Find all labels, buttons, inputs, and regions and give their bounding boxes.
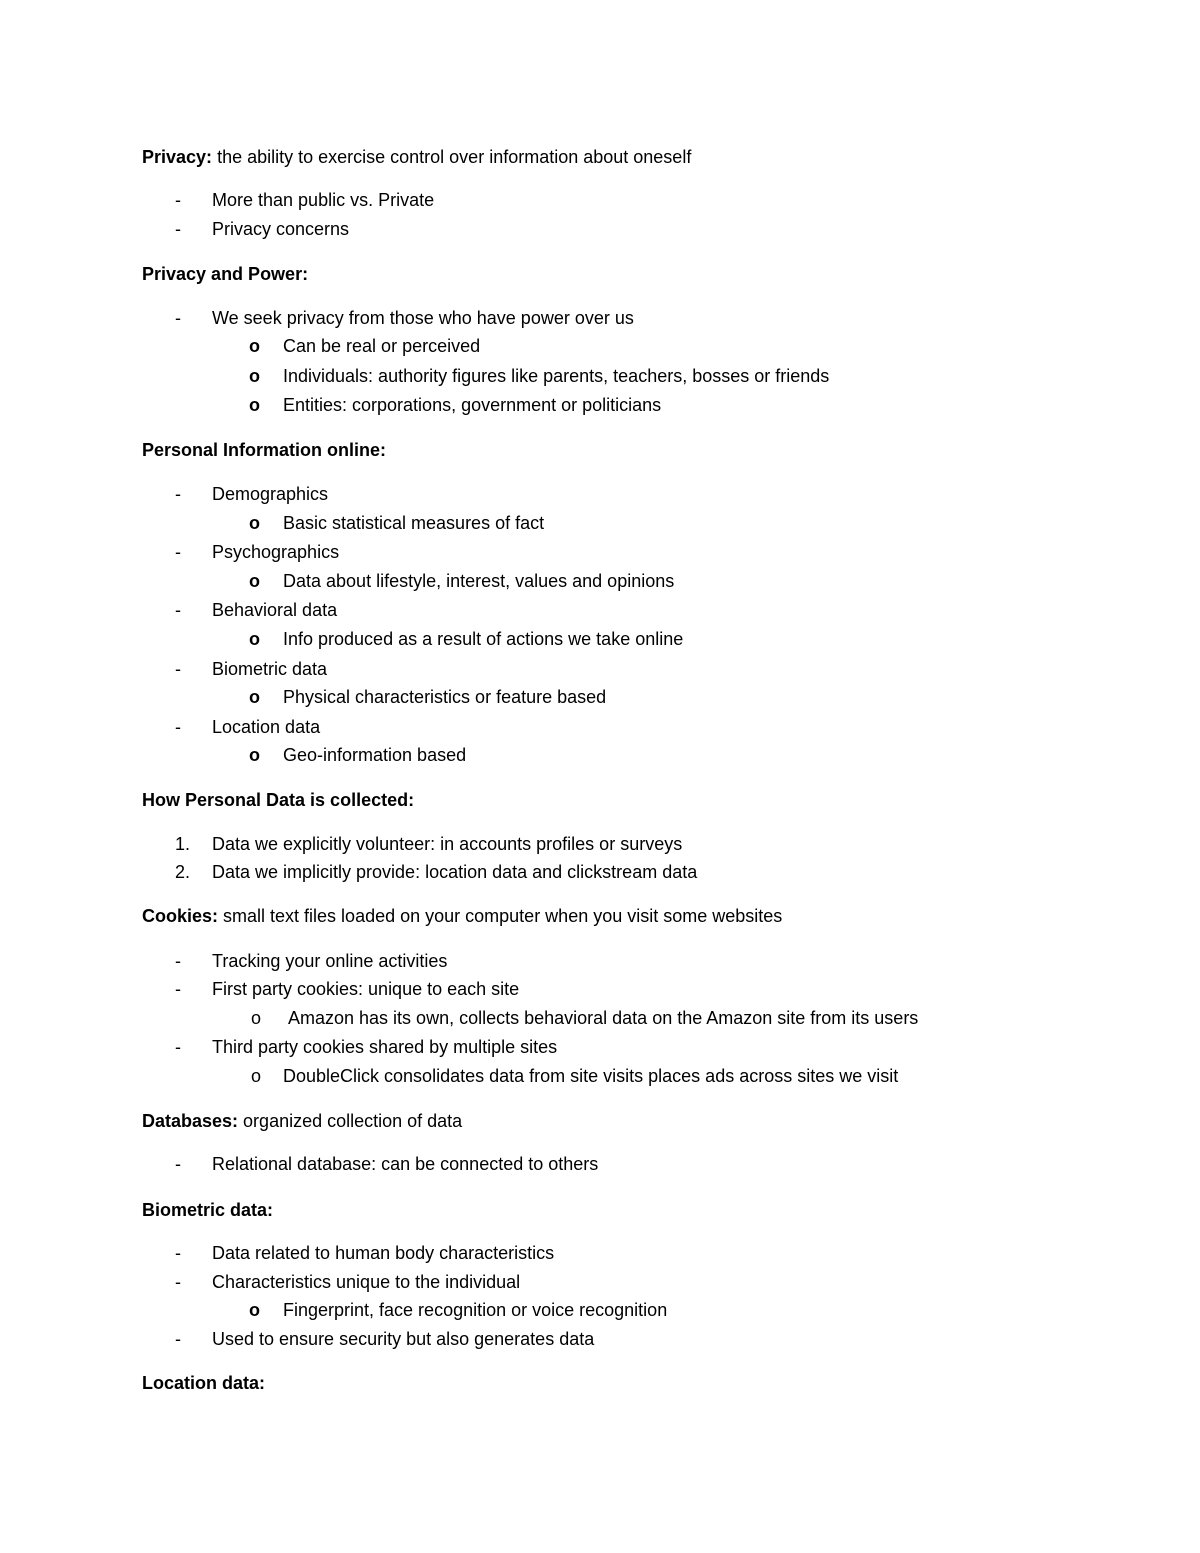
bullet-marker: o	[249, 571, 260, 591]
number-marker: 1.	[175, 834, 191, 854]
dash-marker: -	[175, 1243, 181, 1263]
section-heading: Personal Information online:	[142, 440, 387, 460]
databases-def-text: organized collection of data	[238, 1111, 463, 1131]
bullet-marker: o	[249, 336, 260, 356]
section-heading: Location data:	[142, 1373, 266, 1393]
list-item: Behavioral data	[212, 600, 338, 620]
bullet-marker: o	[249, 1300, 260, 1320]
numbered-item: Data we explicitly volunteer: in accounts profiles or surveys	[212, 834, 683, 854]
privacy-def-text: the ability to exercise control over information about oneself	[212, 147, 692, 167]
bullet-marker: o	[249, 687, 260, 707]
list-item: Demographics	[212, 484, 329, 504]
sub-list-item: Entities: corporations, government or politicians	[283, 395, 662, 415]
sub-list-item: Data about lifestyle, interest, values and opinions	[283, 571, 675, 591]
privacy-definition	[142, 146, 691, 168]
cookies-definition	[142, 905, 782, 927]
bullet-marker: o	[249, 395, 260, 415]
section-heading: Biometric data:	[142, 1200, 274, 1220]
dash-marker: -	[175, 659, 181, 679]
numbered-item: Data we implicitly provide: location data and clickstream data	[212, 862, 698, 882]
bullet-marker: o	[249, 513, 260, 533]
number-marker: 2.	[175, 862, 191, 882]
list-item: Psychographics	[212, 542, 340, 562]
list-item: Third party cookies shared by multiple sites	[212, 1037, 558, 1057]
bullet-marker: o	[249, 745, 260, 765]
databases-term: Databases:	[142, 1111, 239, 1131]
cookies-def-text: small text files loaded on your computer when you visit some websites	[218, 906, 783, 926]
sub-list-item: Physical characteristics or feature based	[283, 687, 607, 707]
sub-list-item: Individuals: authority figures like parents, teachers, bosses or friends	[283, 366, 830, 386]
sub-list-item: Amazon has its own, collects behavioral data on the Amazon site from its users	[288, 1008, 919, 1028]
list-item: Tracking your online activities	[212, 951, 448, 971]
list-item: Used to ensure security but also generates data	[212, 1329, 595, 1349]
dash-marker: -	[175, 219, 181, 239]
bullet-marker: o	[251, 1008, 262, 1028]
sub-list-item: Can be real or perceived	[283, 336, 481, 356]
dash-marker: -	[175, 1272, 181, 1292]
cookies-term: Cookies:	[142, 906, 219, 926]
list-item: Location data	[212, 717, 321, 737]
dash-marker: -	[175, 1329, 181, 1349]
sub-list-item: DoubleClick consolidates data from site visits places ads across sites we visit	[283, 1066, 899, 1086]
dash-marker: -	[175, 951, 181, 971]
bullet-marker: o	[249, 629, 260, 649]
section-heading: How Personal Data is collected:	[142, 790, 415, 810]
dash-marker: -	[175, 542, 181, 562]
sub-list-item: Fingerprint, face recognition or voice recognition	[283, 1300, 668, 1320]
dash-marker: -	[175, 717, 181, 737]
sub-list-item: Basic statistical measures of fact	[283, 513, 545, 533]
sub-list-item: Info produced as a result of actions we take online	[283, 629, 684, 649]
list-item: Relational database: can be connected to others	[212, 1154, 599, 1174]
list-item: More than public vs. Private	[212, 190, 435, 210]
list-item: Biometric data	[212, 659, 328, 679]
list-item: Data related to human body characteristics	[212, 1243, 555, 1263]
section-heading: Privacy and Power:	[142, 264, 309, 284]
dash-marker: -	[175, 190, 181, 210]
bullet-marker: o	[251, 1066, 262, 1086]
dash-marker: -	[175, 484, 181, 504]
dash-marker: -	[175, 1154, 181, 1174]
bullet-marker: o	[249, 366, 260, 386]
list-item: We seek privacy from those who have power over us	[212, 308, 634, 328]
dash-marker: -	[175, 600, 181, 620]
list-item: Privacy concerns	[212, 219, 350, 239]
list-item: Characteristics unique to the individual	[212, 1272, 521, 1292]
dash-marker: -	[175, 1037, 181, 1057]
dash-marker: -	[175, 308, 181, 328]
databases-definition	[142, 1110, 462, 1132]
list-item: First party cookies: unique to each site	[212, 979, 520, 999]
sub-list-item: Geo-information based	[283, 745, 467, 765]
dash-marker: -	[175, 979, 181, 999]
privacy-term: Privacy:	[142, 147, 213, 167]
